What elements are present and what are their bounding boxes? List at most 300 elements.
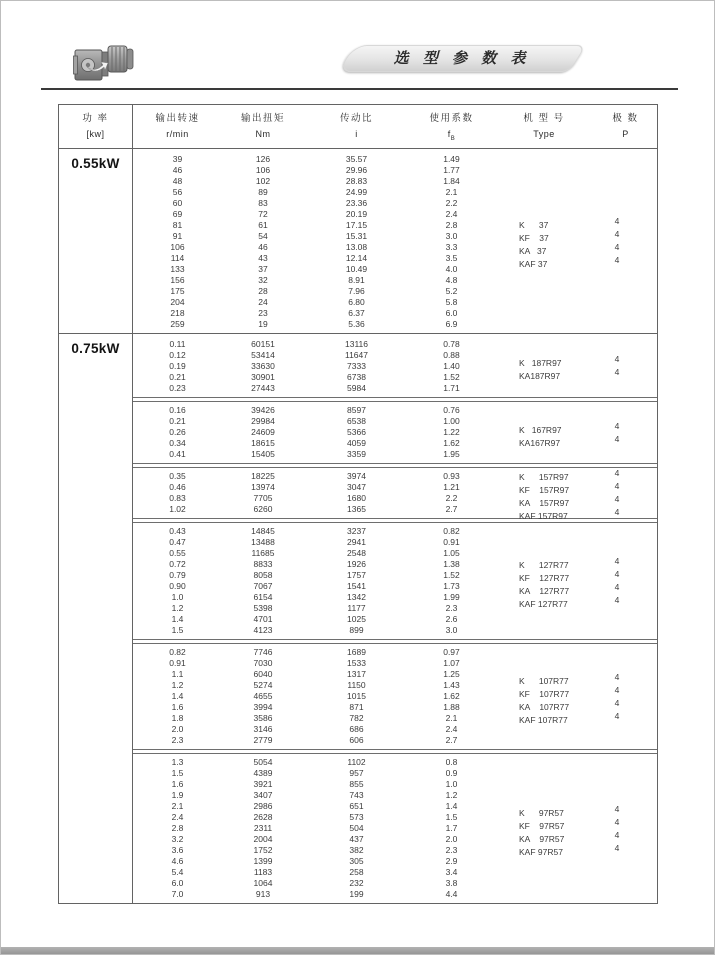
type-designation: KA167R97 bbox=[519, 437, 561, 448]
type-row bbox=[519, 803, 657, 816]
cell-torque: 3407 bbox=[253, 790, 273, 800]
cell-speed: 106 bbox=[170, 242, 185, 252]
cell-speed: 0.11 bbox=[169, 339, 186, 349]
cell-speed: 204 bbox=[170, 297, 185, 307]
cell-speed: 3.2 bbox=[171, 834, 184, 844]
type-row bbox=[519, 506, 657, 519]
cell-torque: 5274 bbox=[253, 680, 273, 690]
cell-ratio: 686 bbox=[349, 724, 364, 734]
cell-ratio: 1177 bbox=[347, 603, 366, 613]
poles-value: 4 bbox=[614, 353, 620, 364]
cell-torque: 2986 bbox=[253, 801, 273, 811]
cell-torque: 7746 bbox=[253, 647, 273, 657]
cell-torque: 126 bbox=[255, 154, 271, 164]
cell-torque: 2004 bbox=[253, 834, 273, 844]
ratio-block bbox=[133, 643, 657, 750]
poles-value: 4 bbox=[614, 229, 620, 239]
type-designation: KAF 37 bbox=[519, 259, 548, 269]
cell-factor: 0.82 bbox=[443, 526, 460, 536]
cell-torque: 2628 bbox=[253, 812, 273, 822]
type-row bbox=[519, 215, 657, 228]
cell-factor: 2.4 bbox=[445, 209, 458, 219]
type-designation: KAF 127R77 bbox=[519, 599, 568, 609]
cell-ratio: 305 bbox=[349, 856, 364, 866]
cell-factor: 2.1 bbox=[445, 187, 458, 197]
cell-factor: 0.93 bbox=[443, 471, 460, 481]
cell-factor: 2.7 bbox=[445, 504, 458, 514]
table-header-row bbox=[59, 105, 657, 149]
cell-factor: 1.71 bbox=[443, 383, 460, 393]
cell-speed: 0.23 bbox=[169, 383, 186, 393]
cell-factor: 1.43 bbox=[443, 680, 460, 690]
type-designation: KAF 107R77 bbox=[519, 714, 568, 725]
type-row bbox=[519, 568, 657, 581]
table-row bbox=[133, 658, 657, 669]
type-list bbox=[519, 671, 657, 723]
cell-ratio: 10.49 bbox=[345, 264, 368, 274]
cell-ratio: 15.31 bbox=[345, 231, 368, 241]
cell-speed: 7.0 bbox=[171, 889, 184, 899]
cell-factor: 1.38 bbox=[443, 559, 460, 569]
table-row bbox=[133, 449, 657, 460]
type-row bbox=[519, 842, 657, 855]
cell-speed: 156 bbox=[170, 275, 185, 285]
cell-speed: 1.2 bbox=[171, 603, 184, 613]
power-section bbox=[59, 333, 657, 903]
cell-factor: 3.0 bbox=[445, 231, 458, 241]
cell-torque: 913 bbox=[255, 889, 271, 899]
cell-speed: 0.35 bbox=[169, 471, 186, 481]
cell-speed: 0.47 bbox=[169, 537, 186, 547]
cell-speed: 0.21 bbox=[169, 416, 186, 426]
cell-factor: 1.52 bbox=[443, 372, 460, 382]
cell-ratio: 17.15 bbox=[345, 220, 368, 230]
header-ratio bbox=[304, 105, 409, 148]
cell-torque: 3586 bbox=[253, 713, 273, 723]
table-row bbox=[133, 526, 657, 537]
cell-speed: 133 bbox=[170, 264, 185, 274]
cell-ratio: 1757 bbox=[347, 570, 366, 580]
type-list bbox=[519, 353, 657, 379]
cell-torque: 2779 bbox=[253, 735, 273, 745]
cell-ratio: 199 bbox=[349, 889, 364, 899]
cell-ratio: 5984 bbox=[347, 383, 366, 393]
cell-torque: 24609 bbox=[251, 427, 275, 437]
type-list bbox=[519, 215, 657, 267]
table-row bbox=[133, 383, 657, 394]
cell-factor: 0.76 bbox=[443, 405, 460, 415]
type-row bbox=[519, 684, 657, 697]
cell-ratio: 504 bbox=[349, 823, 364, 833]
cell-ratio: 382 bbox=[349, 845, 364, 855]
header-type-zh: 机 型 号 bbox=[523, 113, 565, 124]
poles-value: 4 bbox=[614, 582, 620, 592]
cell-torque: 27443 bbox=[251, 383, 275, 393]
table-row bbox=[133, 856, 657, 867]
cell-torque: 13974 bbox=[251, 482, 275, 492]
poles-value: 4 bbox=[614, 803, 620, 814]
table-row bbox=[133, 757, 657, 768]
cell-ratio: 743 bbox=[349, 790, 364, 800]
cell-torque: 61 bbox=[258, 220, 268, 230]
cell-speed: 0.83 bbox=[169, 493, 186, 503]
cell-ratio: 35.57 bbox=[345, 154, 368, 164]
header-power bbox=[59, 105, 133, 148]
cell-speed: 5.4 bbox=[171, 867, 184, 877]
gear-motor-icon bbox=[73, 37, 135, 87]
cell-torque: 7030 bbox=[253, 658, 273, 668]
table-row bbox=[133, 867, 657, 878]
cell-speed: 0.19 bbox=[169, 361, 186, 371]
cell-ratio: 6.37 bbox=[348, 308, 365, 318]
cell-torque: 32 bbox=[258, 275, 268, 285]
power-rating-label: 0.75kW bbox=[71, 341, 120, 356]
cell-torque: 54 bbox=[258, 231, 268, 241]
cell-ratio: 1342 bbox=[347, 592, 366, 602]
poles-value: 4 bbox=[614, 816, 620, 827]
cell-speed: 1.2 bbox=[171, 680, 184, 690]
cell-factor: 1.77 bbox=[443, 165, 460, 175]
table-row bbox=[133, 275, 657, 286]
cell-factor: 1.88 bbox=[443, 702, 460, 712]
cell-factor: 5.8 bbox=[445, 297, 458, 307]
type-row bbox=[519, 594, 657, 607]
type-row bbox=[519, 816, 657, 829]
cell-factor: 4.4 bbox=[445, 889, 458, 899]
header-poles-symbol: P bbox=[622, 129, 629, 139]
cell-torque: 24 bbox=[258, 297, 268, 307]
poles-value: 4 bbox=[614, 255, 620, 265]
type-designation: KF 37 bbox=[519, 233, 549, 243]
cell-factor: 3.0 bbox=[445, 625, 458, 635]
cell-torque: 29984 bbox=[251, 416, 275, 426]
ratio-block bbox=[133, 401, 657, 464]
cell-factor: 6.9 bbox=[445, 319, 458, 329]
cell-ratio: 1015 bbox=[347, 691, 366, 701]
type-designation: KA 37 bbox=[519, 246, 547, 256]
cell-factor: 1.4 bbox=[445, 801, 458, 811]
cell-speed: 0.41 bbox=[169, 449, 186, 459]
type-designation: KA 157R97 bbox=[519, 498, 570, 508]
cell-speed: 2.8 bbox=[171, 823, 184, 833]
cell-torque: 15405 bbox=[251, 449, 275, 459]
type-list bbox=[519, 555, 657, 607]
poles-value: 4 bbox=[614, 671, 620, 682]
cell-torque: 46 bbox=[258, 242, 268, 252]
type-designation: KF 107R77 bbox=[519, 688, 570, 699]
cell-factor: 3.5 bbox=[445, 253, 458, 263]
cell-torque: 5398 bbox=[253, 603, 273, 613]
cell-ratio: 437 bbox=[349, 834, 364, 844]
cell-torque: 23 bbox=[258, 308, 268, 318]
type-row bbox=[519, 433, 657, 446]
type-row bbox=[519, 710, 657, 723]
power-cell bbox=[59, 149, 133, 333]
cell-speed: 91 bbox=[172, 231, 183, 241]
cell-torque: 3921 bbox=[253, 779, 273, 789]
cell-ratio: 1102 bbox=[347, 757, 366, 767]
cell-speed: 0.46 bbox=[169, 482, 186, 492]
cell-ratio: 651 bbox=[349, 801, 364, 811]
header-ratio-zh: 传动比 bbox=[339, 113, 373, 124]
header-poles bbox=[594, 105, 657, 148]
table-row bbox=[133, 308, 657, 319]
type-designation: KAF 97R57 bbox=[519, 846, 563, 857]
ratio-block bbox=[133, 467, 657, 519]
type-list bbox=[519, 420, 657, 446]
cell-torque: 13488 bbox=[251, 537, 275, 547]
poles-value: 4 bbox=[614, 216, 620, 226]
section-title-banner bbox=[346, 45, 578, 72]
cell-speed: 2.3 bbox=[171, 735, 184, 745]
cell-speed: 0.21 bbox=[169, 372, 186, 382]
cell-speed: 3.6 bbox=[171, 845, 184, 855]
table-row bbox=[133, 286, 657, 297]
cell-torque: 37 bbox=[258, 264, 268, 274]
cell-factor: 1.07 bbox=[443, 658, 460, 668]
cell-speed: 0.16 bbox=[169, 405, 186, 415]
type-designation: KA 127R77 bbox=[519, 586, 570, 596]
poles-value: 4 bbox=[614, 468, 620, 478]
table-row bbox=[133, 339, 657, 350]
cell-factor: 2.2 bbox=[445, 493, 458, 503]
header-rule bbox=[41, 88, 678, 90]
cell-factor: 1.7 bbox=[445, 823, 458, 833]
cell-speed: 56 bbox=[172, 187, 183, 197]
cell-torque: 3146 bbox=[253, 724, 273, 734]
cell-speed: 2.4 bbox=[171, 812, 184, 822]
cell-ratio: 7333 bbox=[347, 361, 366, 371]
cell-ratio: 957 bbox=[349, 768, 364, 778]
header-power-unit: [kw] bbox=[86, 129, 105, 139]
header-torque-zh: 输出扭矩 bbox=[240, 113, 285, 124]
poles-value: 4 bbox=[614, 842, 620, 853]
cell-torque: 6040 bbox=[253, 669, 273, 679]
type-designation: K 127R77 bbox=[519, 560, 569, 570]
cell-ratio: 782 bbox=[349, 713, 364, 723]
cell-speed: 1.3 bbox=[171, 757, 184, 767]
type-designation: KA 97R57 bbox=[519, 833, 565, 844]
cell-ratio: 6738 bbox=[347, 372, 366, 382]
table-row bbox=[133, 724, 657, 735]
cell-speed: 1.6 bbox=[171, 702, 184, 712]
cell-factor: 1.62 bbox=[443, 691, 460, 701]
poles-value: 4 bbox=[614, 710, 620, 721]
cell-factor: 1.00 bbox=[443, 416, 460, 426]
cell-ratio: 28.83 bbox=[345, 176, 368, 186]
cell-factor: 1.2 bbox=[445, 790, 458, 800]
cell-ratio: 232 bbox=[349, 878, 364, 888]
cell-ratio: 6.80 bbox=[348, 297, 365, 307]
cell-torque: 33630 bbox=[251, 361, 275, 371]
cell-factor: 1.40 bbox=[443, 361, 460, 371]
cell-torque: 4701 bbox=[253, 614, 273, 624]
cell-torque: 1064 bbox=[253, 878, 273, 888]
poles-value: 4 bbox=[614, 829, 620, 840]
cell-torque: 1399 bbox=[253, 856, 273, 866]
header-speed-zh: 输出转速 bbox=[155, 113, 200, 124]
table-row bbox=[133, 768, 657, 779]
cell-speed: 1.0 bbox=[171, 592, 184, 602]
cell-factor: 3.4 bbox=[445, 867, 458, 877]
cell-ratio: 23.36 bbox=[345, 198, 368, 208]
cell-torque: 6154 bbox=[253, 592, 273, 602]
type-designation: K 37 bbox=[519, 220, 549, 230]
cell-torque: 18225 bbox=[251, 471, 275, 481]
cell-torque: 1752 bbox=[253, 845, 273, 855]
cell-torque: 4389 bbox=[253, 768, 273, 778]
cell-torque: 18615 bbox=[251, 438, 275, 448]
type-row bbox=[519, 581, 657, 594]
type-designation: K 157R97 bbox=[519, 472, 569, 482]
cell-torque: 83 bbox=[258, 198, 268, 208]
cell-ratio: 1541 bbox=[347, 581, 366, 591]
table-row bbox=[133, 187, 657, 198]
header-type-en: Type bbox=[533, 129, 555, 139]
type-row bbox=[519, 467, 657, 480]
cell-factor: 1.84 bbox=[443, 176, 460, 186]
table-row bbox=[133, 779, 657, 790]
cell-speed: 2.0 bbox=[171, 724, 184, 734]
cell-ratio: 2548 bbox=[347, 548, 366, 558]
cell-torque: 30901 bbox=[251, 372, 275, 382]
cell-torque: 7705 bbox=[253, 493, 273, 503]
cell-factor: 1.22 bbox=[443, 427, 460, 437]
cell-ratio: 1926 bbox=[347, 559, 366, 569]
type-designation: KA187R97 bbox=[519, 370, 561, 381]
poles-value: 4 bbox=[614, 556, 620, 566]
cell-speed: 0.91 bbox=[169, 658, 186, 668]
poles-value: 4 bbox=[614, 420, 620, 431]
cell-torque: 4123 bbox=[253, 625, 273, 635]
cell-ratio: 899 bbox=[349, 625, 364, 635]
cell-speed: 1.8 bbox=[171, 713, 184, 723]
cell-torque: 8058 bbox=[253, 570, 273, 580]
table-row bbox=[133, 297, 657, 308]
cell-factor: 2.8 bbox=[445, 220, 458, 230]
cell-ratio: 2941 bbox=[347, 537, 366, 547]
cell-ratio: 1025 bbox=[347, 614, 366, 624]
table-row bbox=[133, 790, 657, 801]
cell-speed: 48 bbox=[172, 176, 183, 186]
cell-factor: 1.95 bbox=[443, 449, 460, 459]
cell-ratio: 12.14 bbox=[345, 253, 368, 263]
cell-speed: 69 bbox=[172, 209, 183, 219]
cell-factor: 1.49 bbox=[443, 154, 460, 164]
cell-speed: 46 bbox=[172, 165, 183, 175]
cell-speed: 39 bbox=[172, 154, 183, 164]
cell-speed: 218 bbox=[170, 308, 185, 318]
cell-factor: 6.0 bbox=[445, 308, 458, 318]
cell-ratio: 5.36 bbox=[348, 319, 365, 329]
cell-torque: 2311 bbox=[253, 823, 273, 833]
cell-ratio: 855 bbox=[349, 779, 364, 789]
type-row bbox=[519, 555, 657, 568]
cell-torque: 60151 bbox=[251, 339, 275, 349]
cell-ratio: 3237 bbox=[347, 526, 366, 536]
cell-ratio: 6538 bbox=[347, 416, 366, 426]
poles-value: 4 bbox=[614, 242, 620, 252]
type-row bbox=[519, 697, 657, 710]
ratio-block bbox=[133, 149, 657, 333]
section-data-area bbox=[133, 149, 657, 333]
type-row bbox=[519, 228, 657, 241]
cell-factor: 2.4 bbox=[445, 724, 458, 734]
cell-speed: 1.1 bbox=[171, 669, 184, 679]
cell-ratio: 24.99 bbox=[345, 187, 368, 197]
table-row bbox=[133, 319, 657, 330]
cell-ratio: 1317 bbox=[347, 669, 366, 679]
cell-speed: 1.5 bbox=[171, 625, 184, 635]
type-designation: KF 97R57 bbox=[519, 820, 565, 831]
cell-ratio: 8597 bbox=[347, 405, 366, 415]
type-designation: K 167R97 bbox=[519, 424, 562, 435]
cell-speed: 6.0 bbox=[171, 878, 184, 888]
cell-ratio: 7.96 bbox=[348, 286, 365, 296]
cell-factor: 5.2 bbox=[445, 286, 458, 296]
table-row bbox=[133, 537, 657, 548]
cell-factor: 1.5 bbox=[445, 812, 458, 822]
cell-ratio: 1365 bbox=[347, 504, 366, 514]
power-section bbox=[59, 149, 657, 333]
cell-ratio: 871 bbox=[349, 702, 364, 712]
type-list bbox=[519, 803, 657, 855]
table-row bbox=[133, 878, 657, 889]
cell-speed: 0.90 bbox=[169, 581, 186, 591]
type-row bbox=[519, 829, 657, 842]
header-output-torque bbox=[222, 105, 304, 148]
type-designation: KF 127R77 bbox=[519, 573, 570, 583]
cell-factor: 1.05 bbox=[443, 548, 460, 558]
table-row bbox=[133, 735, 657, 746]
cell-torque: 72 bbox=[258, 209, 268, 219]
power-rating-label: 0.55kW bbox=[71, 156, 120, 171]
header-power-zh: 功 率 bbox=[82, 113, 109, 124]
cell-ratio: 3359 bbox=[347, 449, 366, 459]
type-designation: KAF 157R97 bbox=[519, 511, 568, 521]
header-output-speed bbox=[133, 105, 222, 148]
cell-torque: 5054 bbox=[253, 757, 273, 767]
cell-factor: 1.73 bbox=[443, 581, 460, 591]
cell-torque: 11685 bbox=[251, 548, 275, 558]
ratio-block bbox=[133, 753, 657, 903]
cell-torque: 14845 bbox=[251, 526, 275, 536]
header-service-factor bbox=[409, 105, 494, 148]
cell-torque: 7067 bbox=[253, 581, 273, 591]
table-row bbox=[133, 647, 657, 658]
cell-speed: 175 bbox=[170, 286, 185, 296]
poles-value: 4 bbox=[614, 481, 620, 491]
cell-factor: 4.0 bbox=[445, 264, 458, 274]
cell-factor: 2.3 bbox=[445, 845, 458, 855]
cell-speed: 1.4 bbox=[171, 614, 184, 624]
header-speed-unit: r/min bbox=[166, 129, 189, 139]
cell-torque: 28 bbox=[258, 286, 268, 296]
header-factor-symbol: $f_B$ bbox=[447, 129, 456, 142]
cell-factor: 0.88 bbox=[443, 350, 460, 360]
table-row bbox=[133, 405, 657, 416]
cell-factor: 2.3 bbox=[445, 603, 458, 613]
cell-speed: 114 bbox=[170, 253, 185, 263]
poles-value: 4 bbox=[614, 684, 620, 695]
cell-ratio: 606 bbox=[349, 735, 364, 745]
selection-parameter-table bbox=[58, 104, 658, 904]
cell-factor: 0.97 bbox=[443, 647, 460, 657]
cell-factor: 1.62 bbox=[443, 438, 460, 448]
ratio-block bbox=[133, 522, 657, 640]
poles-value: 4 bbox=[614, 595, 620, 605]
cell-ratio: 11647 bbox=[344, 350, 368, 360]
